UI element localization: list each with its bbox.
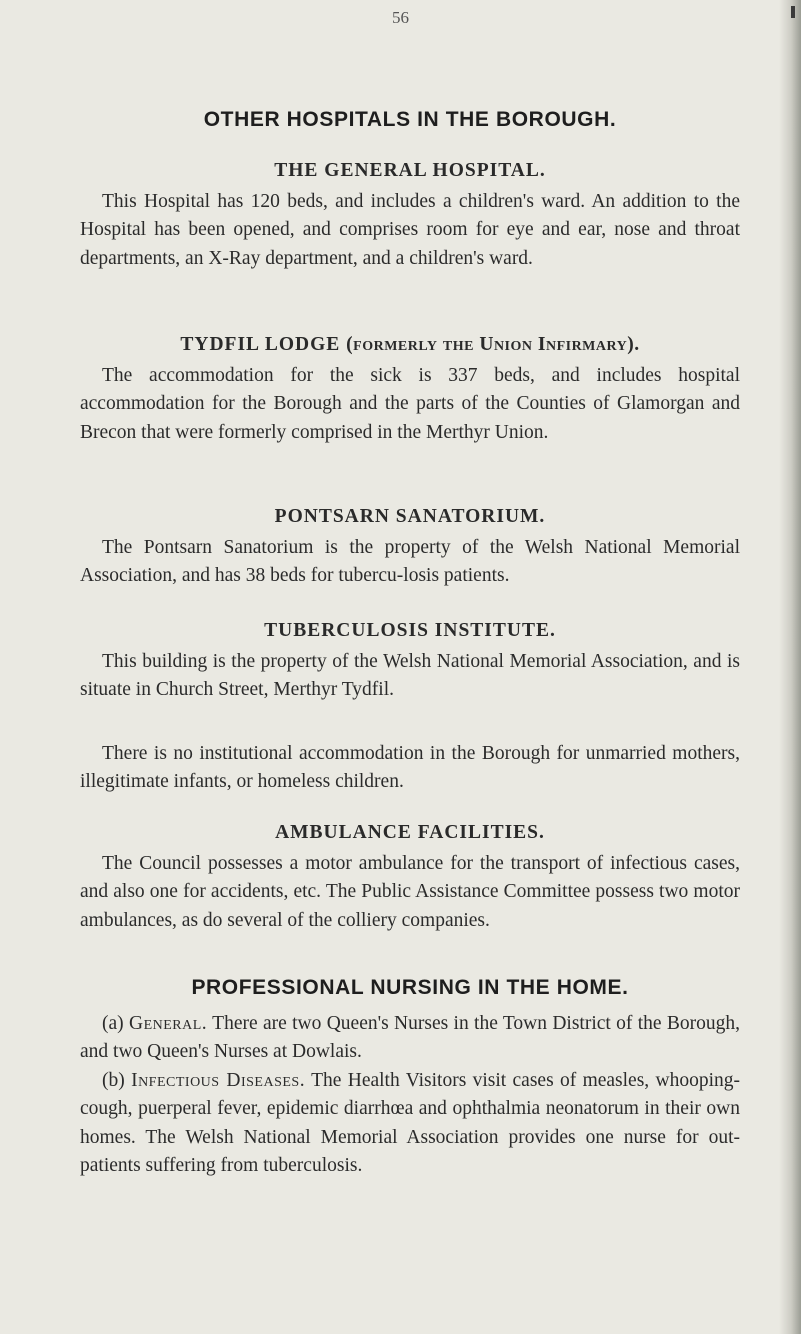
tydfil-lodge-section — [80, 334, 740, 447]
tydfil-lodge-title: TYDFIL LODGE — [180, 334, 341, 355]
page-number: 56 — [392, 8, 409, 27]
other-hospitals-section — [80, 108, 740, 132]
tydfil-lodge-title-suffix: (formerly the Union Infirmary). — [346, 334, 640, 355]
nursing-a-label: (a) — [102, 1013, 124, 1034]
subheading-tydfil-lodge — [80, 334, 740, 356]
nursing-b-text: The Health Visitors visit cases of measles, whooping-cough, puerperal fever, epidemic diarrhœa and ophthalmia neonatorum in their own homes. The Welsh National Memorial Association provides one nurse for out-patients suffering from tuberculosis. — [80, 1069, 740, 1177]
tuberculosis-institute-section — [80, 620, 740, 705]
nursing-a-term: General. — [129, 1013, 208, 1034]
nursing-a-text: There are two Queen's Nurses in the Town District of the Borough, and two Queen's Nurses at Dowlais. — [80, 1013, 741, 1063]
subheading-ambulance: AMBULANCE FACILITIES. — [275, 822, 545, 843]
subheading-general-hospital: THE GENERAL HOSPITAL. — [274, 160, 546, 181]
paragraph-tydfil-lodge: The accommodation for the sick is 337 beds, and includes hospital accommodation for the Borough and the parts of the Counties of Glamorgan and Brecon that were formerly comprised in the Merthyr Union. — [80, 365, 740, 443]
paragraph-tuberculosis-institute: This building is the property of the Welsh National Memorial Association, and is situate in Church Street, Merthyr Tydfil. — [80, 651, 740, 701]
ambulance-section — [80, 822, 740, 935]
subheading-pontsarn: PONTSARN SANATORIUM. — [274, 506, 546, 527]
paragraph-nursing-a — [80, 1010, 740, 1067]
section-heading-other-hospitals: OTHER HOSPITALS IN THE BOROUGH. — [203, 108, 617, 131]
nursing-b-label: (b) — [102, 1069, 125, 1091]
paragraph-ambulance: The Council possesses a motor ambulance for the transport of infectious cases, and also one for accidents, etc. The Public Assistance Committee possess two motor ambulances, as do several of the colliery companies. — [80, 853, 740, 931]
nursing-section — [80, 976, 740, 1180]
paragraph-nursing-b — [80, 1067, 740, 1181]
general-hospital-section — [80, 160, 740, 273]
nursing-b-term: Infectious Diseases. — [131, 1069, 306, 1091]
pontsarn-section — [80, 506, 740, 591]
paragraph-general-hospital: This Hospital has 120 beds, and includes a children's ward. An addition to the Hospital has been opened, and comprises room for eye and ear, nose and throat departments, an X-Ray department, and a children's ward. — [80, 191, 740, 269]
page-edge-shadow — [779, 0, 801, 1334]
section-heading-nursing: PROFESSIONAL NURSING IN THE HOME. — [191, 976, 629, 999]
paragraph-pontsarn: The Pontsarn Sanatorium is the property of the Welsh National Memorial Association, and has 38 beds for tubercu-losis patients. — [80, 537, 740, 587]
subheading-tuberculosis-institute: TUBERCULOSIS INSTITUTE. — [264, 620, 556, 641]
paragraph-institutional: There is no institutional accommodation in the Borough for unmarried mothers, illegitimate infants, or homeless children. — [80, 743, 740, 793]
institutional-section — [80, 740, 740, 797]
